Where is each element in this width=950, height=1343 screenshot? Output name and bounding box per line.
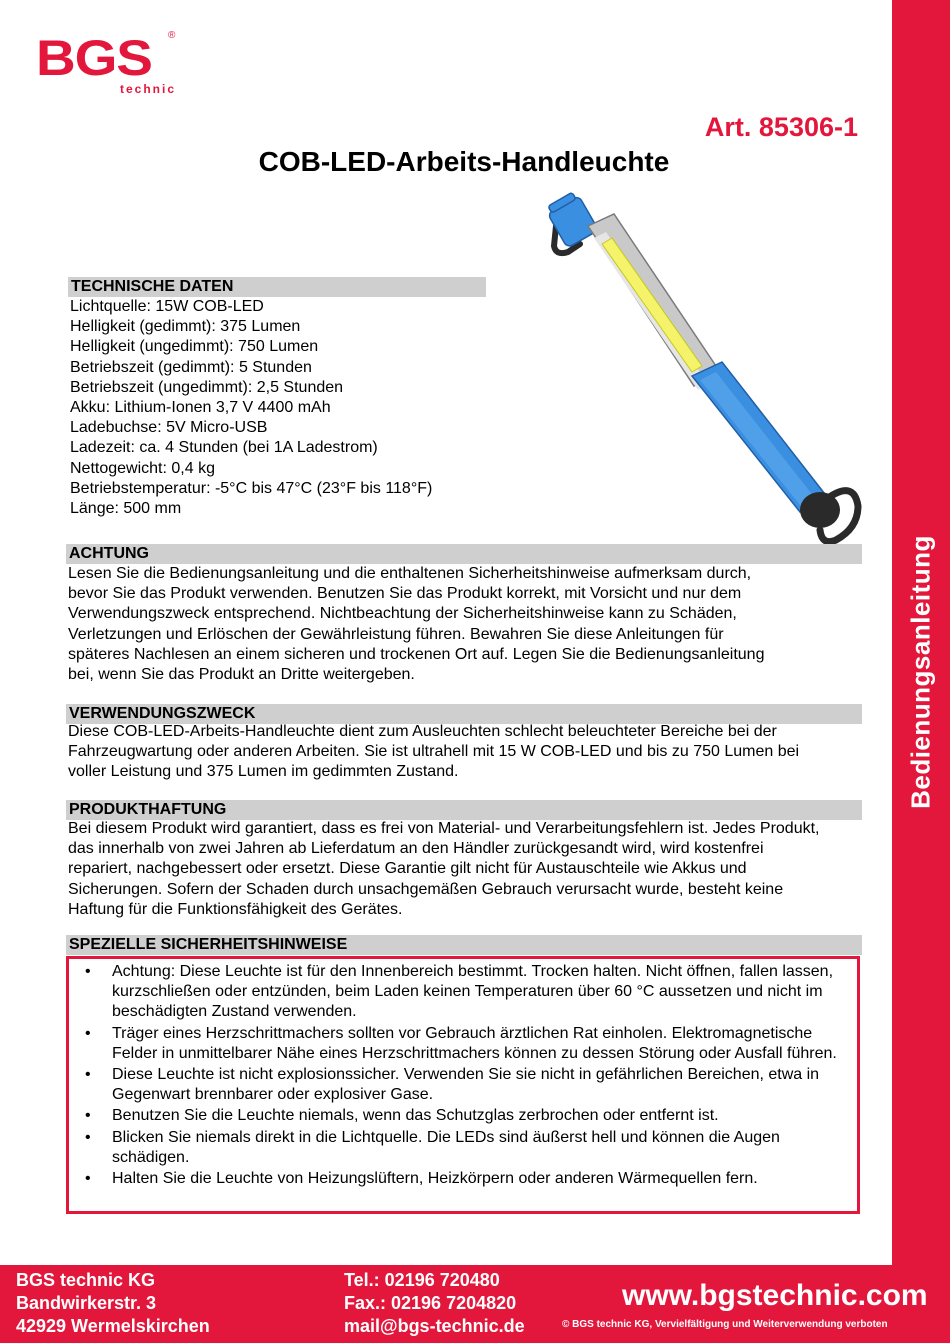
footer-fax: Fax.: 02196 7204820 <box>344 1293 517 1313</box>
achtung-line: Verletzungen und Erlöschen der Gewährleistung führen. Bewahren Sie diese Anleitungen für <box>68 625 724 643</box>
footer-address <box>16 1269 210 1338</box>
footer-tel: Tel.: 02196 720480 <box>344 1270 500 1290</box>
zweck-text <box>68 722 799 783</box>
achtung-line: bei, wenn Sie das Produkt an Dritte weitergeben. <box>68 666 415 684</box>
product-image <box>532 180 872 550</box>
haftung-line: repariert, nachgebessert oder ersetzt. Diese Garantie gilt nicht für Austauschteile wie Akkus und <box>68 860 747 878</box>
footer-city: 42929 Wermelskirchen <box>16 1316 210 1336</box>
tech-line: Betriebszeit (gedimmt): 5 Stunden <box>70 358 312 376</box>
tech-line: Ladebuchse: 5V Micro-USB <box>70 419 268 437</box>
footer-contact <box>344 1269 525 1338</box>
achtung-line: späteres Nachlesen an einem sicheren und trockenen Ort auf. Legen Sie die Bedienungsanleitung <box>68 645 765 663</box>
haftung-text <box>68 819 819 920</box>
safety-item: • Diese Leuchte ist nicht explosionssicher. Verwenden Sie sie nicht in gefährlichen Bereichen, etwa in Gegenwart brennbarer oder explosiver Gase. <box>69 1065 847 1105</box>
safety-list <box>69 959 857 1189</box>
footer-copyright: © BGS technic KG, Vervielfältigung und Weiterverwendung verboten <box>562 1319 888 1330</box>
tech-line: Betriebszeit (ungedimmt): 2,5 Stunden <box>70 378 344 396</box>
footer-website-link[interactable]: www.bgstechnic.com <box>622 1279 928 1312</box>
article-number: Art. 85306-1 <box>704 112 858 142</box>
safety-item: • Halten Sie die Leuchte von Heizungslüftern, Heizkörpern oder anderen Wärmequellen fern. <box>69 1169 847 1189</box>
registered-mark: ® <box>168 30 176 41</box>
footer-company: BGS technic KG <box>16 1270 156 1290</box>
tech-line: Nettogewicht: 0,4 kg <box>70 459 215 477</box>
haftung-heading: PRODUKTHAFTUNG <box>66 800 862 820</box>
tech-line: Helligkeit (ungedimmt): 750 Lumen <box>70 338 319 356</box>
tech-line: Akku: Lithium-Ionen 3,7 V 4400 mAh <box>70 399 331 417</box>
footer <box>0 1265 950 1343</box>
safety-warning-box <box>66 956 860 1214</box>
achtung-line: bevor Sie das Produkt verwenden. Benutzen Sie das Produkt korrekt, mit Vorsicht und nur dem <box>68 585 742 603</box>
zweck-line: Diese COB-LED-Arbeits-Handleuchte dient zum Ausleuchten schlecht beleuchteter Bereiche bei der <box>68 723 777 740</box>
safety-item: • Benutzen Sie die Leuchte niemals, wenn das Schutzglas zerbrochen oder entfernt ist. <box>69 1106 847 1126</box>
sicherheit-heading: SPEZIELLE SICHERHEITSHINWEISE <box>66 935 862 955</box>
footer-mail-link[interactable]: mail@bgs-technic.de <box>344 1316 525 1336</box>
page-title: COB-LED-Arbeits-Handleuchte <box>258 146 670 177</box>
side-bar <box>892 0 950 1265</box>
safety-item: • Blicken Sie niemals direkt in die Lichtquelle. Die LEDs sind äußerst hell und können die Augen schädigen. <box>69 1128 847 1168</box>
tech-heading: TECHNISCHE DATEN <box>68 277 486 297</box>
safety-item: • Träger eines Herzschrittmachers sollten vor Gebrauch ärztlichen Rat einholen. Elektromagnetische Felder in unmittelbarer Nähe eines Herzschrittmachers können zu dessen Störung oder Ausfall führen. <box>69 1024 847 1064</box>
haftung-line: Haftung für die Funktionsfähigkeit des Gerätes. <box>68 900 403 918</box>
tech-line: Ladezeit: ca. 4 Stunden (bei 1A Ladestrom) <box>70 439 378 457</box>
haftung-line: Sicherungen. Sofern der Schaden durch unsachgemäßen Gebrauch verursacht wurde, besteht keine <box>68 880 784 898</box>
zweck-heading: VERWENDUNGSZWECK <box>66 704 862 724</box>
brand-logo <box>36 30 186 100</box>
footer-street: Bandwirkerstr. 3 <box>16 1293 157 1313</box>
safety-item: • Achtung: Diese Leuchte ist für den Innenbereich bestimmt. Trocken halten. Nicht öffnen, fallen lassen, kurzschließen oder entzünden, beim Laden keinen Temperaturen über 60 °C aussetzen und nicht im beschädigten Zustand verwenden. <box>69 962 847 1023</box>
brand-logo-sub: technic <box>120 82 177 96</box>
achtung-line: Verwendungszweck entsprechend. Nichtbeachtung der Sicherheitshinweise kann zu Schäden, <box>68 605 737 623</box>
tech-line: Betriebstemperatur: -5°C bis 47°C (23°F bis 118°F) <box>70 479 433 497</box>
achtung-heading: ACHTUNG <box>66 544 862 564</box>
side-label: Bedienungsanleitung <box>905 535 936 809</box>
haftung-line: das innerhalb von zwei Jahren ab Lieferdatum an den Händler zurückgesandt wird, wird kostenfrei <box>68 840 764 858</box>
tech-line: Länge: 500 mm <box>70 500 182 518</box>
tech-line: Lichtquelle: 15W COB-LED <box>70 298 264 315</box>
zweck-line: voller Leistung und 375 Lumen im gedimmten Zustand. <box>68 763 459 781</box>
haftung-line: Bei diesem Produkt wird garantiert, dass es frei von Material- und Verarbeitungsfehlern ist. Jedes Produkt, <box>68 820 820 837</box>
tech-line: Helligkeit (gedimmt): 375 Lumen <box>70 318 301 336</box>
achtung-line: Lesen Sie die Bedienungsanleitung und die enthaltenen Sicherheitshinweise aufmerksam durch, <box>68 565 752 582</box>
brand-logo-text: BGS <box>36 30 152 86</box>
zweck-line: Fahrzeugwartung oder anderen Arbeiten. Sie ist ultrahell mit 15 W COB-LED und bis zu 750 Lumen bei <box>68 743 800 761</box>
tech-list <box>70 297 432 519</box>
achtung-text <box>68 564 764 685</box>
